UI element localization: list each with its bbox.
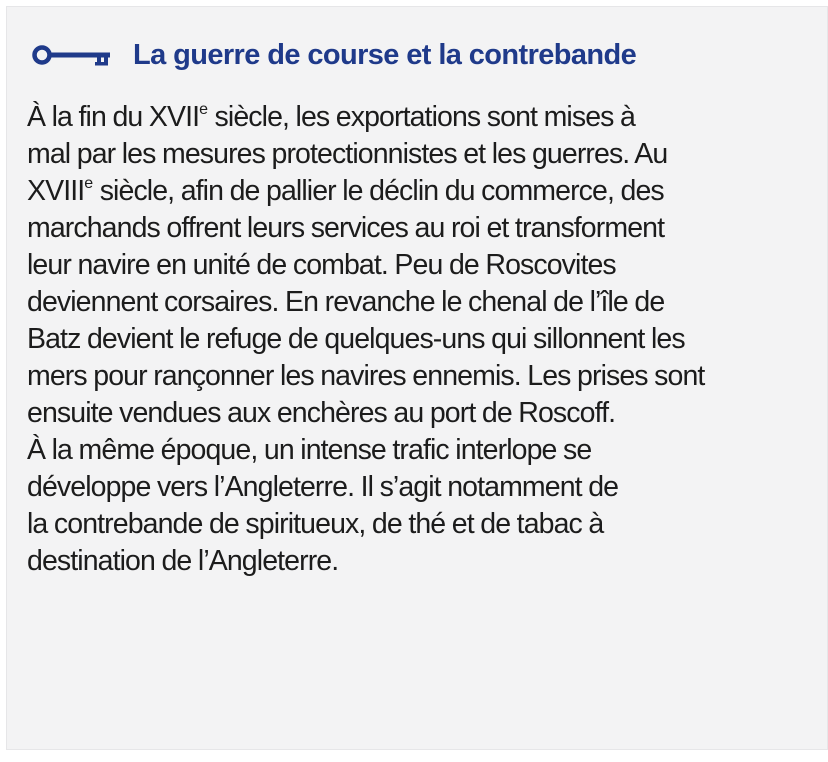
text-line: destination de l’Angleterre. — [27, 545, 339, 577]
text-line: mal par les mesures protectionnistes et les guerres. Au — [27, 138, 668, 170]
text-line: la contrebande de spiritueux, de thé et de tabac à — [27, 508, 604, 540]
body-text — [27, 99, 817, 580]
text-line: deviennent corsaires. En revanche le chenal de l’île de — [27, 286, 665, 318]
text-line: ensuite vendues aux enchères au port de Roscoff. — [27, 397, 616, 429]
text-line: Batz devient le refuge de quelques-uns qui sillonnent les — [27, 323, 685, 355]
text-line: marchands offrent leurs services au roi et transforment — [27, 212, 665, 244]
text-line: leur navire en unité de combat. Peu de Roscovites — [27, 249, 616, 281]
key-icon — [31, 40, 119, 70]
document-panel — [6, 6, 828, 750]
section-heading — [31, 33, 636, 77]
section-title: La guerre de course et la contrebande — [133, 38, 637, 71]
text-line: mers pour rançonner les navires ennemis. Les prises sont — [27, 360, 705, 392]
text-line: À la même époque, un intense trafic interlope se — [27, 434, 592, 466]
text-line: À la fin du XVIIe siècle, les exportations sont mises à — [27, 101, 635, 133]
text-line: développe vers l’Angleterre. Il s’agit notamment de — [27, 471, 619, 503]
text-line: XVIIIe siècle, afin de pallier le déclin du commerce, des — [27, 175, 664, 207]
